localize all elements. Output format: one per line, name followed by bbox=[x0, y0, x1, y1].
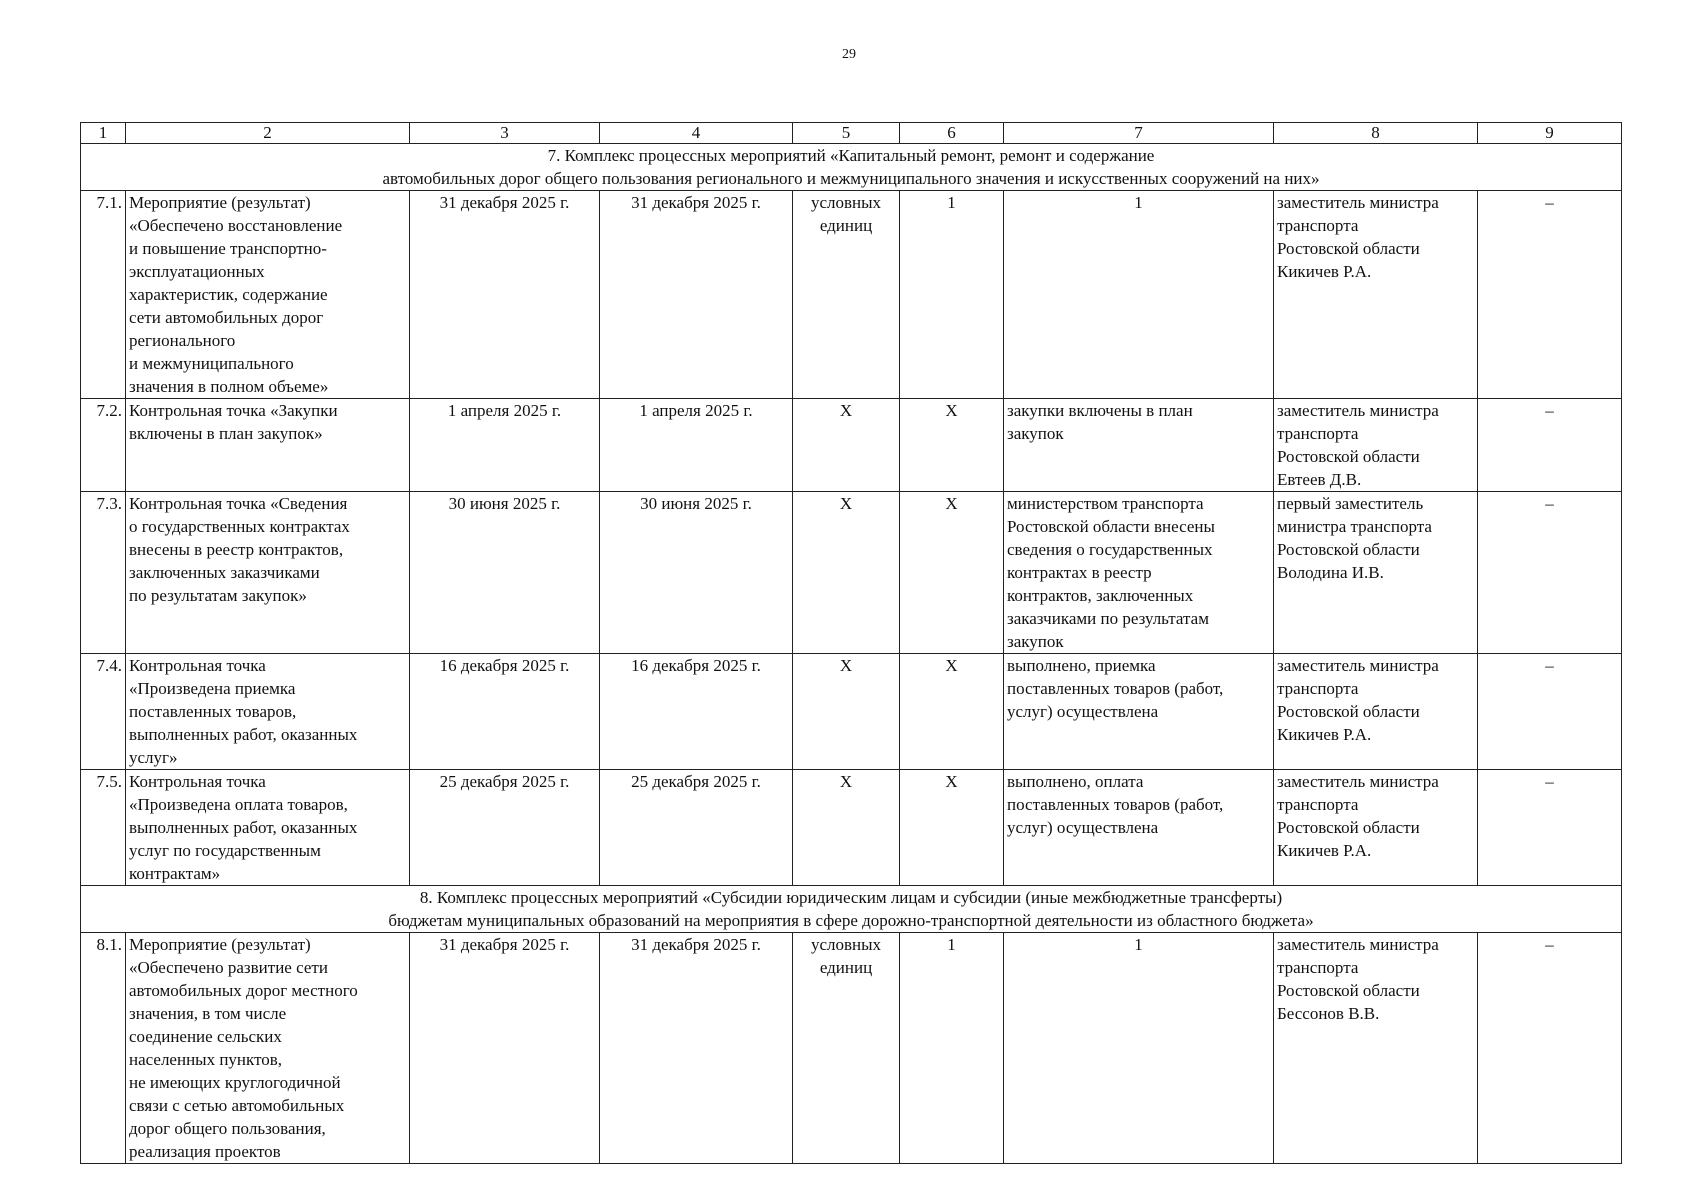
unit: Х bbox=[793, 770, 900, 886]
unit: Х bbox=[793, 654, 900, 770]
note: – bbox=[1478, 191, 1622, 399]
section-header bbox=[81, 886, 1622, 933]
row-number: 7.5. bbox=[81, 770, 126, 886]
section-title: 7. Комплекс процессных мероприятий «Капитальный ремонт, ремонт и содержание автомобильных дорог общего пользования регионального и межмуниципального значения и искусственных сооружений на них» bbox=[81, 144, 1622, 191]
note: – bbox=[1478, 492, 1622, 654]
table-row bbox=[81, 654, 1622, 770]
column-number: 1 bbox=[81, 123, 126, 144]
end-date: 25 декабря 2025 г. bbox=[600, 770, 793, 886]
end-date: 31 декабря 2025 г. bbox=[600, 191, 793, 399]
responsible: заместитель министра транспорта Ростовской области Кикичев Р.А. bbox=[1274, 770, 1478, 886]
event-name: Контрольная точка «Закупки включены в план закупок» bbox=[126, 399, 410, 492]
section-title: 8. Комплекс процессных мероприятий «Субсидии юридическим лицам и субсидии (иные межбюджетные трансферты) бюджетам муниципальных образований на мероприятия в сфере дорожно-транспортной деятельности из областного бюджета» bbox=[81, 886, 1622, 933]
unit: условных единиц bbox=[793, 933, 900, 1164]
start-date: 31 декабря 2025 г. bbox=[410, 933, 600, 1164]
column-number: 3 bbox=[410, 123, 600, 144]
event-name: Мероприятие (результат) «Обеспечено восстановление и повышение транспортно- эксплуатационных характеристик, содержание сети автомобильных дорог регионального и межмуниципального значения в полном объеме» bbox=[126, 191, 410, 399]
start-date: 1 апреля 2025 г. bbox=[410, 399, 600, 492]
responsible: первый заместитель министра транспорта Ростовской области Володина И.В. bbox=[1274, 492, 1478, 654]
end-date: 31 декабря 2025 г. bbox=[600, 933, 793, 1164]
row-number: 8.1. bbox=[81, 933, 126, 1164]
section-header bbox=[81, 144, 1622, 191]
table-row bbox=[81, 191, 1622, 399]
value: Х bbox=[900, 492, 1004, 654]
row-number: 7.3. bbox=[81, 492, 126, 654]
value: Х bbox=[900, 399, 1004, 492]
end-date: 16 декабря 2025 г. bbox=[600, 654, 793, 770]
plan-table bbox=[80, 122, 1622, 1164]
table-row bbox=[81, 399, 1622, 492]
event-name: Контрольная точка «Произведена оплата товаров, выполненных работ, оказанных услуг по государственным контрактам» bbox=[126, 770, 410, 886]
unit: Х bbox=[793, 492, 900, 654]
responsible: заместитель министра транспорта Ростовской области Кикичев Р.А. bbox=[1274, 191, 1478, 399]
value: Х bbox=[900, 654, 1004, 770]
start-date: 25 декабря 2025 г. bbox=[410, 770, 600, 886]
table-row bbox=[81, 492, 1622, 654]
result: министерством транспорта Ростовской области внесены сведения о государственных контрактах в реестр контрактов, заключенных заказчиками по результатам закупок bbox=[1004, 492, 1274, 654]
responsible: заместитель министра транспорта Ростовской области Бессонов В.В. bbox=[1274, 933, 1478, 1164]
result: 1 bbox=[1004, 191, 1274, 399]
note: – bbox=[1478, 399, 1622, 492]
end-date: 1 апреля 2025 г. bbox=[600, 399, 793, 492]
note: – bbox=[1478, 770, 1622, 886]
end-date: 30 июня 2025 г. bbox=[600, 492, 793, 654]
column-number: 5 bbox=[793, 123, 900, 144]
value: 1 bbox=[900, 191, 1004, 399]
row-number: 7.1. bbox=[81, 191, 126, 399]
result: 1 bbox=[1004, 933, 1274, 1164]
row-number: 7.4. bbox=[81, 654, 126, 770]
row-number: 7.2. bbox=[81, 399, 126, 492]
value: Х bbox=[900, 770, 1004, 886]
column-number: 8 bbox=[1274, 123, 1478, 144]
event-name: Контрольная точка «Сведения о государственных контрактах внесены в реестр контрактов, заключенных заказчиками по результатам закупок» bbox=[126, 492, 410, 654]
column-number-row bbox=[81, 123, 1622, 144]
table-row bbox=[81, 933, 1622, 1164]
column-number: 9 bbox=[1478, 123, 1622, 144]
unit: Х bbox=[793, 399, 900, 492]
result: выполнено, оплата поставленных товаров (работ, услуг) осуществлена bbox=[1004, 770, 1274, 886]
event-name: Контрольная точка «Произведена приемка поставленных товаров, выполненных работ, оказанных услуг» bbox=[126, 654, 410, 770]
result: выполнено, приемка поставленных товаров (работ, услуг) осуществлена bbox=[1004, 654, 1274, 770]
unit: условных единиц bbox=[793, 191, 900, 399]
event-name: Мероприятие (результат) «Обеспечено развитие сети автомобильных дорог местного значения, в том числе соединение сельских населенных пунктов, не имеющих круглогодичной связи с сетью автомобильных дорог общего пользования, реализация проектов bbox=[126, 933, 410, 1164]
start-date: 16 декабря 2025 г. bbox=[410, 654, 600, 770]
responsible: заместитель министра транспорта Ростовской области Кикичев Р.А. bbox=[1274, 654, 1478, 770]
value: 1 bbox=[900, 933, 1004, 1164]
note: – bbox=[1478, 933, 1622, 1164]
column-number: 6 bbox=[900, 123, 1004, 144]
note: – bbox=[1478, 654, 1622, 770]
column-number: 2 bbox=[126, 123, 410, 144]
column-number: 4 bbox=[600, 123, 793, 144]
table-row bbox=[81, 770, 1622, 886]
start-date: 31 декабря 2025 г. bbox=[410, 191, 600, 399]
responsible: заместитель министра транспорта Ростовской области Евтеев Д.В. bbox=[1274, 399, 1478, 492]
column-number: 7 bbox=[1004, 123, 1274, 144]
page-number: 29 bbox=[842, 47, 856, 62]
start-date: 30 июня 2025 г. bbox=[410, 492, 600, 654]
result: закупки включены в план закупок bbox=[1004, 399, 1274, 492]
